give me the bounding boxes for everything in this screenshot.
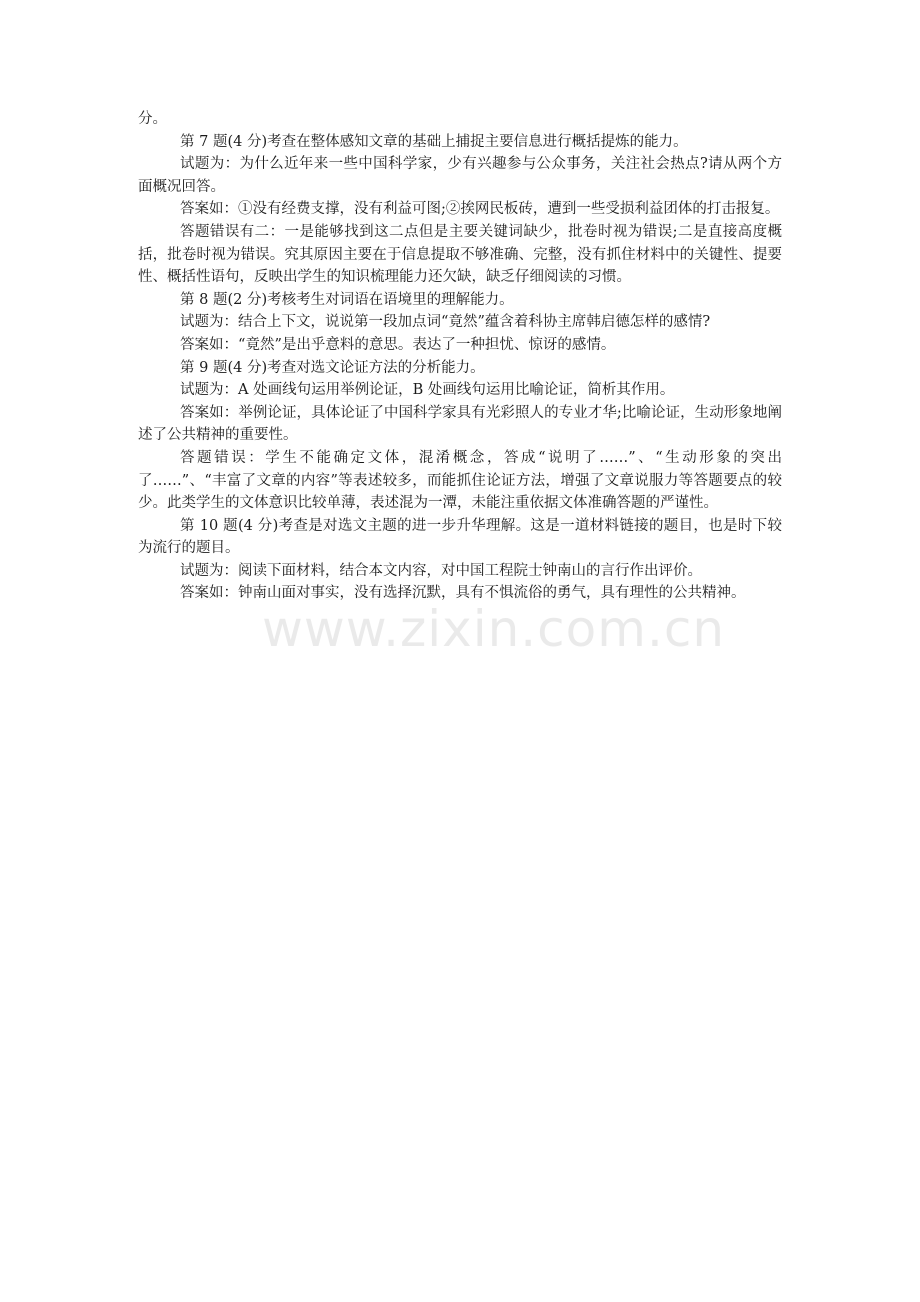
paragraph-q8-intro: 第 8 题(2 分)考核考生对词语在语境里的理解能力。 <box>180 291 514 308</box>
paragraph-q9-answer: 答案如：举例论证，具体论证了中国科学家具有光彩照人的专业才华;比喻论证，生动形象地阐述了公共精神的重要性。 <box>138 404 782 444</box>
paragraph-q10-question: 试题为：阅读下面材料，结合本文内容，对中国工程院士钟南山的言行作出评价。 <box>180 562 703 579</box>
paragraph-q7-intro: 第 7 题(4 分)考查在整体感知文章的基础上捕捉主要信息进行概括提炼的能力。 <box>180 133 688 150</box>
paragraph-q7-errors: 答题错误有二：一是能够找到这二点但是主要关键词缺少，批卷时视为错误;二是直接高度概括，批卷时视为错误。究其原因主要在于信息提取不够准确、完整，没有抓住材料中的关键性、提要性、概括性语句，反映出学生的知识梳理能力还欠缺，缺乏仔细阅读的习惯。 <box>138 223 782 286</box>
paragraph-q8-answer: 答案如：“竟然”是出乎意料的意思。表达了一种担忧、惊讶的感情。 <box>180 336 616 353</box>
paragraph-q10-intro: 第 10 题(4 分)考查是对选文主题的进一步升华理解。这是一道材料链接的题目，也是时下较为流行的题目。 <box>138 517 782 557</box>
paragraph-q9-errors: 答题错误：学生不能确定文体，混淆概念，答成“说明了……”、“生动形象的突出了……”、“丰富了文章的内容”等表述较多，而能抓住论证方法，增强了文章说服力等答题要点的较少。此类学生的文体意识比较单薄，表述混为一潭，未能注重依据文体准确答题的严谨性。 <box>138 449 782 512</box>
paragraph-q10-answer: 答案如：钟南山面对事实，没有选择沉默，具有不惧流俗的勇气，具有理性的公共精神。 <box>180 585 746 602</box>
watermark: www.zixin.com.cn <box>262 600 726 658</box>
paragraph-q7-question: 试题为：为什么近年来一些中国科学家，少有兴趣参与公众事务，关注社会热点?请从两个方面概况回答。 <box>138 156 782 195</box>
document-body <box>138 108 782 605</box>
paragraph-continuation: 分。 <box>138 111 167 127</box>
paragraph-q8-question: 试题为：结合上下文，说说第一段加点词“竟然”蕴含着科协主席韩启德怎样的感情? <box>180 314 711 331</box>
paragraph-q7-answer: 答案如：①没有经费支撑，没有利益可图;②挨网民板砖，遭到一些受损利益团体的打击报复。 <box>180 201 780 218</box>
paragraph-q9-intro: 第 9 题(4 分)考查对选文论证方法的分析能力。 <box>180 359 485 376</box>
paragraph-q9-question: 试题为：A 处画线句运用举例论证，B 处画线句运用比喻论证，简析其作用。 <box>180 382 675 399</box>
